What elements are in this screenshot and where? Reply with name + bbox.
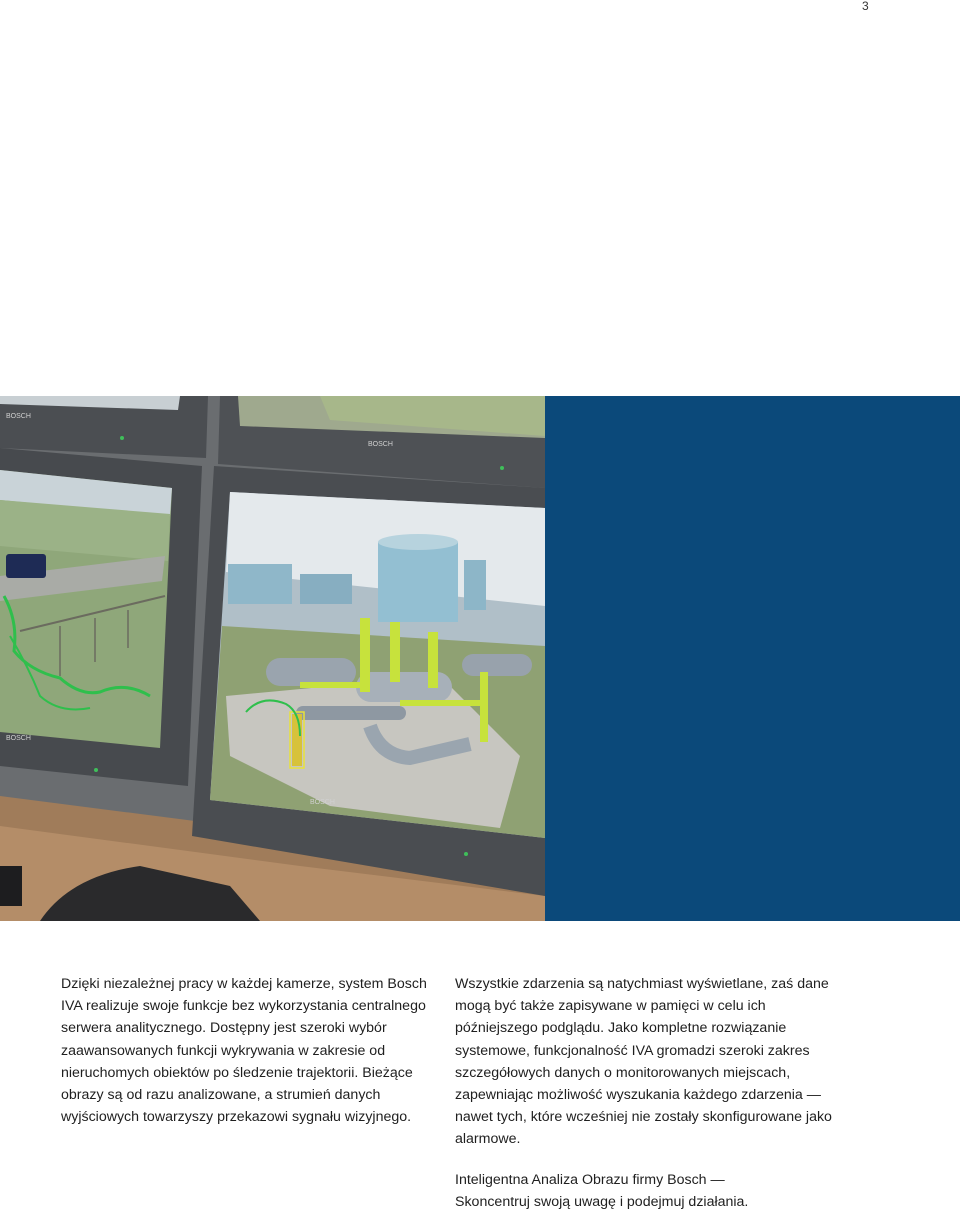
monitor-brand-label-main: BOSCH [310,799,335,806]
monitor-brand-label: BOSCH [6,413,31,420]
monitor-brand-label-left: BOSCH [6,735,31,742]
tagline-line-2: Skoncentruj swoją uwagę i podejmuj działania. [455,1194,749,1211]
surveillance-monitors-photo [0,396,545,921]
tagline-line-1: Inteligentna Analiza Obrazu firmy Bosch — [455,1172,725,1188]
page-number: 3 [862,0,869,13]
tagline [455,1169,845,1213]
blue-color-panel [545,396,960,921]
monitor-brand-label-top: BOSCH [368,441,393,448]
body-paragraph-right: Wszystkie zdarzenia są natychmiast wyświetlane, zaś dane mogą być także zapisywane w pamięci w celu ich późniejszego podglądu. Jako kompletne rozwiązanie systemowe, funkcjonalność IVA gromadzi szeroki zakres szczegółowych danych o monitorowanych miejscach, zapewniając możliwość wyszukania każdego zdarzenia — nawet tych, które wcześniej nie zostały skonfigurowane jako alarmowe. [455,976,832,1148]
body-paragraph-left: Dzięki niezależnej pracy w każdej kamerze, system Bosch IVA realizuje swoje funkcje bez wykorzystania centralnego serwera analitycznego. Dostępny jest szeroki wybór zaawansowanych funkcji wykrywania w zakresie od nieruchomych obiektów po śledzenie trajektorii. Bieżące obrazy są od razu analizowane, a strumień danych wyjściowych towarzyszy przekazowi sygnału wizyjnego. [61,976,427,1126]
